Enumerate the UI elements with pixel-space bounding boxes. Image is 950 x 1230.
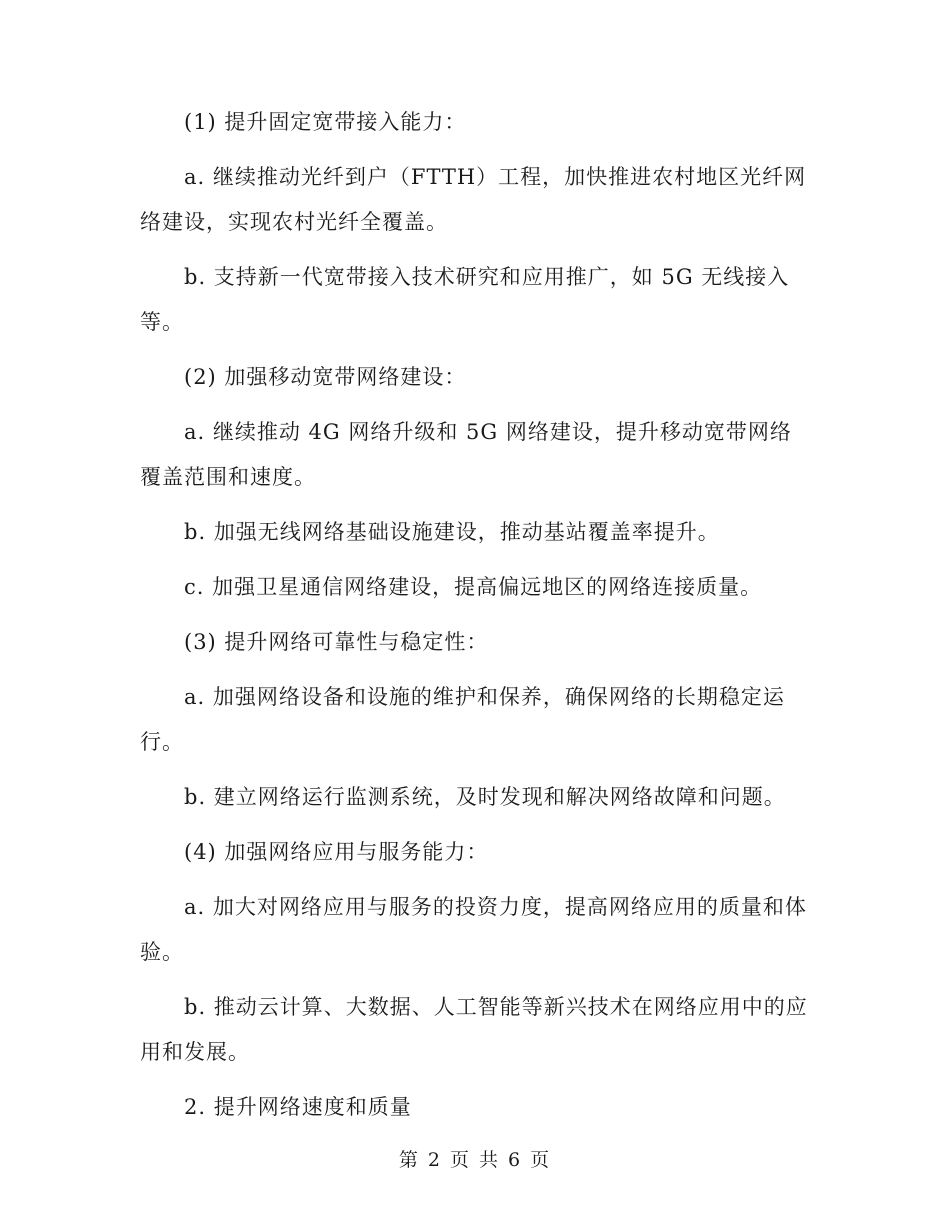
section-heading-2: (2) 加强移动宽带网络建设： (184, 365, 467, 389)
paragraph-3a: a. 加强网络设备和设施的维护和保养，确保网络的长期稳定运行。 (140, 685, 785, 754)
section-heading-4: (4) 加强网络应用与服务能力： (184, 840, 489, 864)
paragraph-4a: a. 加大对网络应用与服务的投资力度，提高网络应用的质量和体验。 (140, 895, 807, 964)
paragraph-2b: b. 加强无线网络基础设施建设，推动基站覆盖率提升。 (184, 520, 720, 544)
section-heading-1: (1) 提升固定宽带接入能力： (184, 110, 467, 134)
page-number-footer: 第 2 页 共 6 页 (398, 1149, 552, 1171)
paragraph-4b: b. 推动云计算、大数据、人工智能等新兴技术在网络应用中的应用和发展。 (140, 995, 808, 1064)
paragraph-2a: a. 继续推动 4G 网络升级和 5G 网络建设，提升移动宽带网络覆盖范围和速度。 (140, 420, 792, 489)
paragraph-2c: c. 加强卫星通信网络建设，提高偏远地区的网络连接质量。 (184, 575, 763, 599)
section-heading-3: (3) 提升网络可靠性与稳定性： (184, 630, 489, 654)
section-heading-main-2: 2. 提升网络速度和质量 (184, 1095, 412, 1119)
paragraph-3b: b. 建立网络运行监测系统，及时发现和解决网络故障和问题。 (184, 785, 786, 809)
paragraph-1a: a. 继续推动光纤到户（FTTH）工程，加快推进农村地区光纤网络建设，实现农村光纤全覆盖。 (140, 165, 807, 234)
document-body (140, 100, 810, 1140)
paragraph-1b: b. 支持新一代宽带接入技术研究和应用推广，如 5G 无线接入等。 (140, 265, 790, 334)
